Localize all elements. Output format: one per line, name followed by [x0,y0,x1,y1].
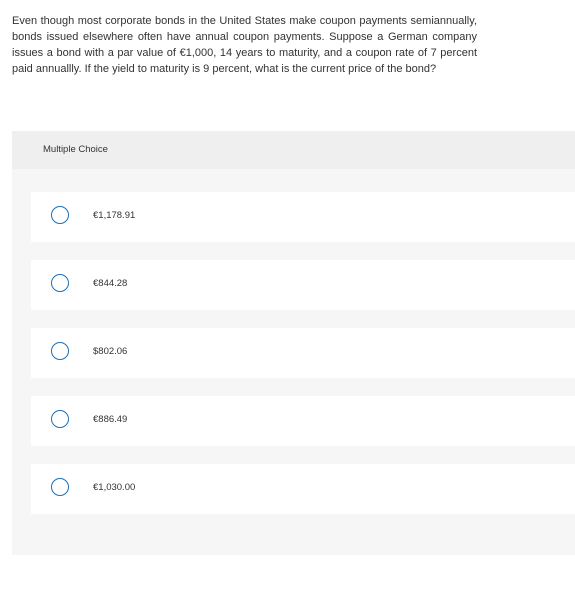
radio-button-icon[interactable] [51,410,69,428]
choice-label: €1,030.00 [93,482,136,493]
radio-button-icon[interactable] [51,478,69,496]
multiple-choice-header [12,131,575,169]
choice-label: €844.28 [93,278,128,289]
question-text: Even though most corporate bonds in the United States make coupon payments semiannually, bonds issued elsewhere often have annual coupon payments. Suppose a German company issues a bond with a par value of €1,000, 14 years to maturity, and a coupon rate of 7 percent paid annuallly. If the yield to maturity is 9 percent, what is the current price of the bond? [12,15,477,75]
radio-button-icon[interactable] [51,206,69,224]
radio-button-icon[interactable] [51,342,69,360]
choice-label: $802.06 [93,346,128,357]
choice-option-4[interactable] [31,396,575,446]
choice-label: €886.49 [93,414,128,425]
choice-option-3[interactable] [31,328,575,378]
choice-option-2[interactable] [31,260,575,310]
choice-option-5[interactable] [31,464,575,514]
choice-option-1[interactable] [31,192,575,242]
multiple-choice-panel [12,131,575,555]
choice-label: €1,178.91 [93,210,136,221]
radio-button-icon[interactable] [51,274,69,292]
multiple-choice-label: Multiple Choice [43,144,108,155]
